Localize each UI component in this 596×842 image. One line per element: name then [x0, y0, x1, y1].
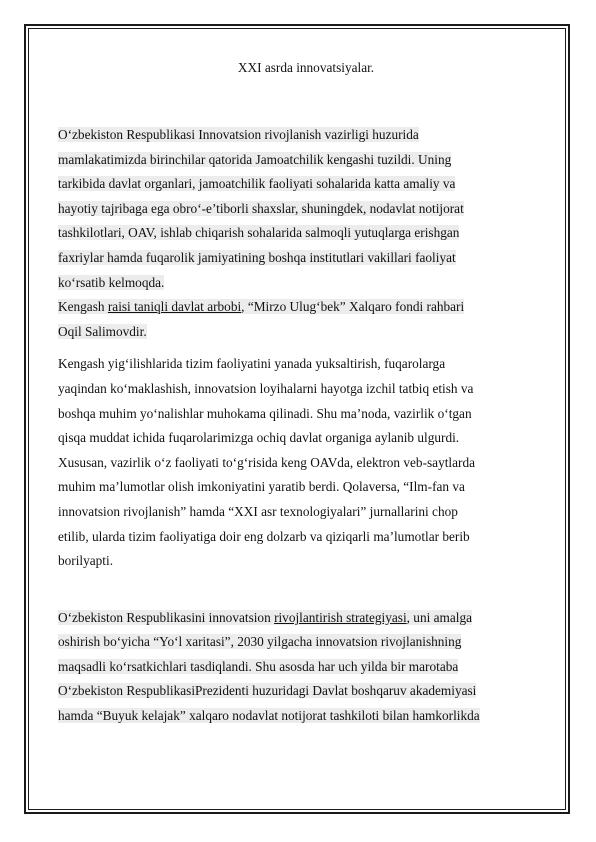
text-line: yaqindan ko‘maklashish, innovatsion loyihalarni hayotga izchil tatbiq etish va — [58, 380, 474, 396]
text-line: mamlakatimizda birinchilar qatorida Jamoatchilik kengashi tuzildi. Uning — [58, 151, 452, 167]
text-line: Kengash yig‘ilishlarida tizim faoliyatini yanada yuksaltirish, fuqarolarga — [58, 356, 446, 372]
paragraph-council — [58, 123, 540, 344]
text-fragment: , uni amalga — [406, 609, 472, 625]
text-line: O‘zbekiston Respublikasi Innovatsion rivojlanish vazirligi huzurida — [58, 127, 419, 142]
text-line: ko‘rsatib kelmoqda. — [58, 274, 165, 290]
text-line: qisqa muddat ichida fuqarolarimizga ochiq davlat organiga aylanib ulgurdi. — [58, 430, 460, 446]
text-line: Oqil Salimovdir. — [58, 323, 147, 339]
text-line: hamda “Buyuk kelajak” xalqaro nodavlat notijorat tashkiloti bilan hamkorlikda — [58, 708, 480, 724]
text-line: maqsadli ko‘rsatkichlari tasdiqlandi. Shu asosda har uch yilda bir marotaba — [58, 658, 459, 674]
text-line: borilyapti. — [58, 553, 114, 569]
paragraph-strategy — [58, 606, 540, 729]
text-line — [58, 299, 464, 314]
document-body — [58, 50, 540, 729]
text-line: muhim ma’lumotlar olish imkoniyatini yaratib berdi. Qolaversa, “Ilm-fan va — [58, 479, 465, 495]
text-line: hayotiy tajribaga ega obro‘-e’tiborli shaxslar, shuningdek, nodavlat notijorat — [58, 200, 464, 216]
text-line — [58, 610, 472, 625]
text-fragment: Kengash — [58, 299, 108, 315]
strategy-link[interactable]: rivojlantirish strategiyasi — [274, 609, 407, 625]
text-fragment: O‘zbekiston Respublikasini innovatsion — [58, 609, 275, 625]
paragraph-meetings — [58, 352, 540, 573]
document-title: XXI asrda innovatsiyalar. — [237, 60, 375, 75]
text-line: O‘zbekiston RespublikasiPrezidenti huzuridagi Davlat boshqaruv akademiyasi — [58, 683, 477, 699]
text-line: tashkilotlari, OAV, ishlab chiqarish sohalarida salmoqli yutuqlarga erishgan — [58, 225, 460, 241]
text-line: innovatsion rivojlanish” hamda “XXI asr texnologiyalari” jurnallarini chop — [58, 503, 458, 519]
text-fragment: , “Mirzo Ulug‘bek” Xalqaro fondi rahbari — [241, 299, 465, 315]
text-line: boshqa muhim yo‘nalishlar muhokama qilinadi. Shu ma’noda, vazirlik o‘tgan — [58, 405, 472, 421]
text-line: Xususan, vazirlik o‘z faoliyati to‘g‘risida keng OAVda, elektron veb-saytlarda — [58, 454, 476, 470]
text-line: etilib, ularda tizim faoliyatiga doir eng dolzarb va qiziqarli ma’lumotlar berib — [58, 528, 470, 544]
text-line: tarkibida davlat organlari, jamoatchilik faoliyati sohalarida katta amaliy va — [58, 176, 456, 192]
text-line: oshirish bo‘yicha “Yo‘l xaritasi”, 2030 yilgacha innovatsion rivojlanishning — [58, 634, 462, 650]
chairman-link[interactable]: raisi taniqli davlat arbobi — [107, 299, 242, 315]
text-line: faxriylar hamda fuqarolik jamiyatining boshqa institutlari vakillari faoliyat — [58, 249, 456, 265]
